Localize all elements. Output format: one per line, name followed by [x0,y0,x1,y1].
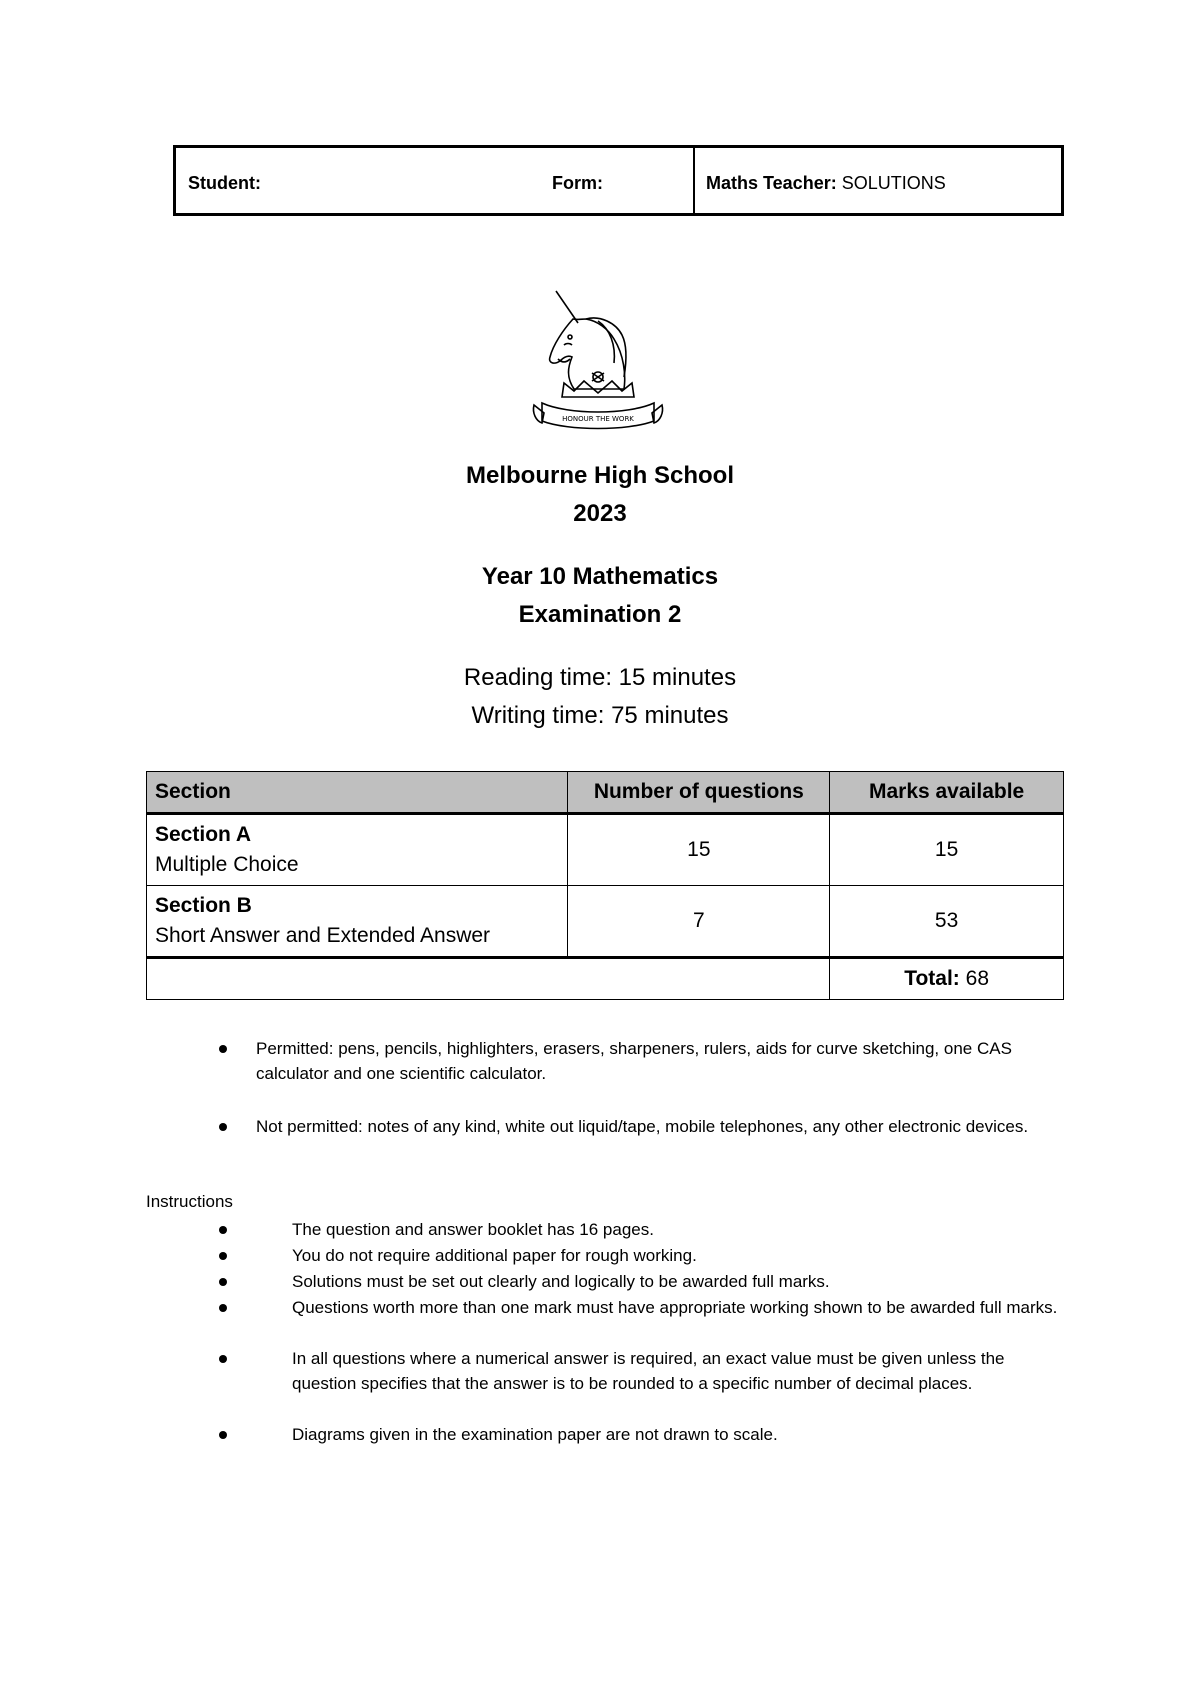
questions-cell: 7 [568,886,830,958]
school-crest-logo [528,285,668,435]
total-cell [830,958,1064,1000]
exam-year: 2023 [573,500,627,527]
questions-cell: 15 [568,814,830,886]
school-name: Melbourne High School [466,462,734,489]
bullet-icon [219,1431,227,1439]
bullet-icon [219,1278,227,1286]
teacher-field [706,173,946,194]
header-questions: Number of questions [568,772,830,814]
instructions-heading: Instructions [146,1192,233,1211]
writing-time: Writing time: 75 minutes [471,702,729,729]
table-header-row [147,772,1064,814]
instruction-item: Diagrams given in the examination paper are not drawn to scale. [292,1425,778,1444]
bullet-icon [219,1304,227,1312]
student-label: Student: [188,173,261,193]
total-row [147,958,1064,1000]
total-value: 68 [965,967,989,990]
instruction-item: The question and answer booklet has 16 pages. [292,1220,654,1239]
marks-table [146,771,1064,1000]
section-cell [147,814,568,886]
total-blank-cell [147,958,830,1000]
header-marks: Marks available [830,772,1064,814]
table-row [147,814,1064,886]
teacher-value: SOLUTIONS [841,173,946,193]
form-label: Form: [552,173,603,193]
section-desc: Short Answer and Extended Answer [155,924,491,947]
header-box [173,145,1064,216]
bullet-icon [219,1252,227,1260]
reading-time: Reading time: 15 minutes [463,664,737,691]
permitted-text: Permitted: pens, pencils, highlighters, erasers, sharpeners, rulers, aids for curve sketching, one CAS calculator and one scientific calculator. [256,1039,1012,1083]
exam-title: Examination 2 [518,601,682,628]
header-divider [693,148,695,213]
instruction-item: You do not require additional paper for rough working. [292,1246,697,1265]
bullet-icon [219,1226,227,1234]
instruction-item: Questions worth more than one mark must have appropriate working shown to be awarded full marks. [292,1298,1058,1317]
marks-cell: 53 [830,886,1064,958]
instruction-item: Solutions must be set out clearly and logically to be awarded full marks. [292,1272,830,1291]
bullet-icon [219,1123,227,1131]
bullet-icon [219,1045,227,1053]
section-name: Section A [155,823,252,846]
marks-cell: 15 [830,814,1064,886]
total-label: Total: [904,967,960,990]
crest-motto: HONOUR THE WORK [562,415,634,423]
not-permitted-text: Not permitted: notes of any kind, white out liquid/tape, mobile telephones, any other electronic devices. [256,1117,1029,1136]
section-desc: Multiple Choice [155,853,299,876]
subject-title: Year 10 Mathematics [481,563,719,590]
table-row [147,886,1064,958]
teacher-label: Maths Teacher: [706,173,837,193]
header-section: Section [147,772,568,814]
bullet-icon [219,1355,227,1363]
section-cell [147,886,568,958]
instruction-item: In all questions where a numerical answer is required, an exact value must be given unless the question specifies that the answer is to be rounded to a specific number of decimal places. [292,1349,1005,1393]
section-name: Section B [155,894,252,917]
